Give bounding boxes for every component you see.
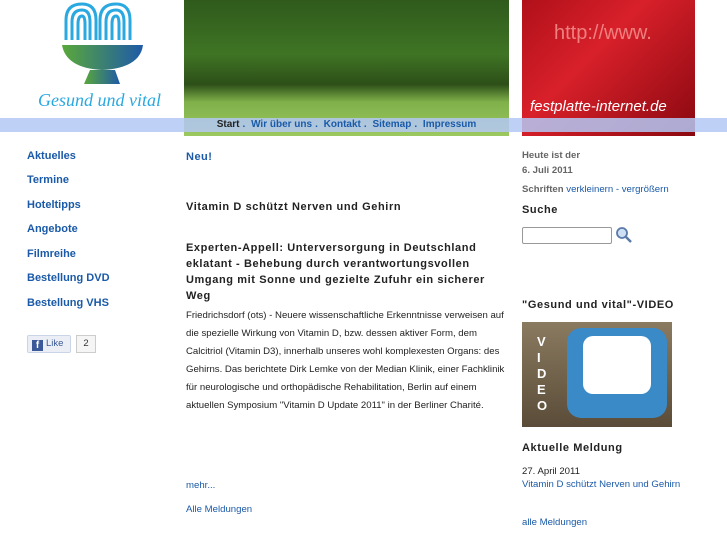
banner-image bbox=[522, 0, 695, 136]
nav-impressum[interactable]: Impressum bbox=[422, 119, 477, 130]
current-date: 6. Juli 2011 bbox=[522, 165, 573, 176]
sidebar-item-bestellung-vhs[interactable]: Bestellung VHS bbox=[27, 297, 109, 309]
sidebar-item-filmreihe[interactable]: Filmreihe bbox=[27, 248, 76, 260]
facebook-like-button[interactable] bbox=[27, 335, 71, 353]
tv-icon bbox=[567, 328, 667, 418]
new-label: Neu! bbox=[186, 151, 213, 163]
font-separator: - bbox=[615, 184, 620, 195]
search-input[interactable] bbox=[522, 227, 612, 244]
facebook-icon: f bbox=[32, 340, 43, 351]
banner-caption: festplatte-internet.de bbox=[530, 98, 667, 115]
like-label: Like bbox=[46, 338, 64, 349]
video-heading: "Gesund und vital"-VIDEO bbox=[522, 299, 674, 311]
sidebar-item-termine[interactable]: Termine bbox=[27, 174, 69, 186]
nav-wir-ueber-uns[interactable]: Wir über uns bbox=[251, 119, 313, 130]
fonts-label: Schriften bbox=[522, 184, 564, 195]
news-date: 27. April 2011 bbox=[522, 466, 580, 477]
nav-separator: . bbox=[414, 119, 418, 130]
sidebar-item-hoteltipps[interactable]: Hoteltipps bbox=[27, 199, 81, 211]
video-thumbnail[interactable] bbox=[522, 322, 672, 427]
search-icon[interactable] bbox=[615, 226, 633, 244]
nav-sitemap[interactable]: Sitemap bbox=[372, 119, 412, 130]
sidebar-item-bestellung-dvd[interactable]: Bestellung DVD bbox=[27, 272, 110, 284]
like-count: 2 bbox=[76, 335, 96, 353]
nav-start[interactable]: Start bbox=[216, 119, 240, 130]
article-subtitle: Experten-Appell: Unterversorgung in Deutschland eklatant - Behebung durch verantwortungsvollen Umgang mit Sonne und gezielte Zufuhr ein sicherer Weg bbox=[186, 242, 485, 302]
banner-text: http://www. bbox=[554, 22, 652, 44]
more-link[interactable]: mehr... bbox=[186, 480, 216, 491]
video-label: VIDEO bbox=[537, 334, 548, 413]
nav-kontakt[interactable]: Kontakt bbox=[323, 119, 361, 130]
font-larger-link[interactable]: vergrößern bbox=[621, 184, 669, 195]
today-label: Heute ist der bbox=[522, 150, 581, 161]
top-nav bbox=[184, 118, 509, 132]
nav-separator: . bbox=[242, 119, 246, 130]
logo-text: Gesund und vital bbox=[38, 90, 161, 110]
article-body: Friedrichsdorf (ots) - Neuere wissenschaftliche Erkenntnisse verweisen auf die spezielle Wirkung von Vitamin D, bzw. dessen aktiver Form, dem Calcitriol (Vitamin D3), innerhalb unseres wohl komplexesten Organs: des Gehirns. Das berichtete Dirk Lemke von der Median Klinik, einer Fachklinik für neurologische und orthopädische Rehabilitation, Berlin auf einem aktuellen Symposium "Vitamin D Update 2011" in der Berliner Charité. bbox=[186, 310, 505, 411]
all-news-link[interactable]: Alle Meldungen bbox=[186, 504, 253, 515]
news-heading: Aktuelle Meldung bbox=[522, 442, 623, 454]
nav-separator: . bbox=[315, 119, 318, 130]
nav-separator: . bbox=[363, 119, 367, 130]
news-link[interactable]: Vitamin D schützt Nerven und Gehirn bbox=[522, 479, 681, 490]
font-size-controls bbox=[522, 184, 669, 195]
search-heading: Suche bbox=[522, 204, 559, 216]
all-news-right-link[interactable]: alle Meldungen bbox=[522, 517, 588, 528]
header-photo bbox=[184, 0, 509, 136]
sidebar-item-aktuelles[interactable]: Aktuelles bbox=[27, 150, 76, 162]
article-title: Vitamin D schützt Nerven und Gehirn bbox=[186, 201, 402, 213]
sidebar-item-angebote[interactable]: Angebote bbox=[27, 223, 78, 235]
font-smaller-link[interactable]: verkleinern bbox=[566, 184, 614, 195]
